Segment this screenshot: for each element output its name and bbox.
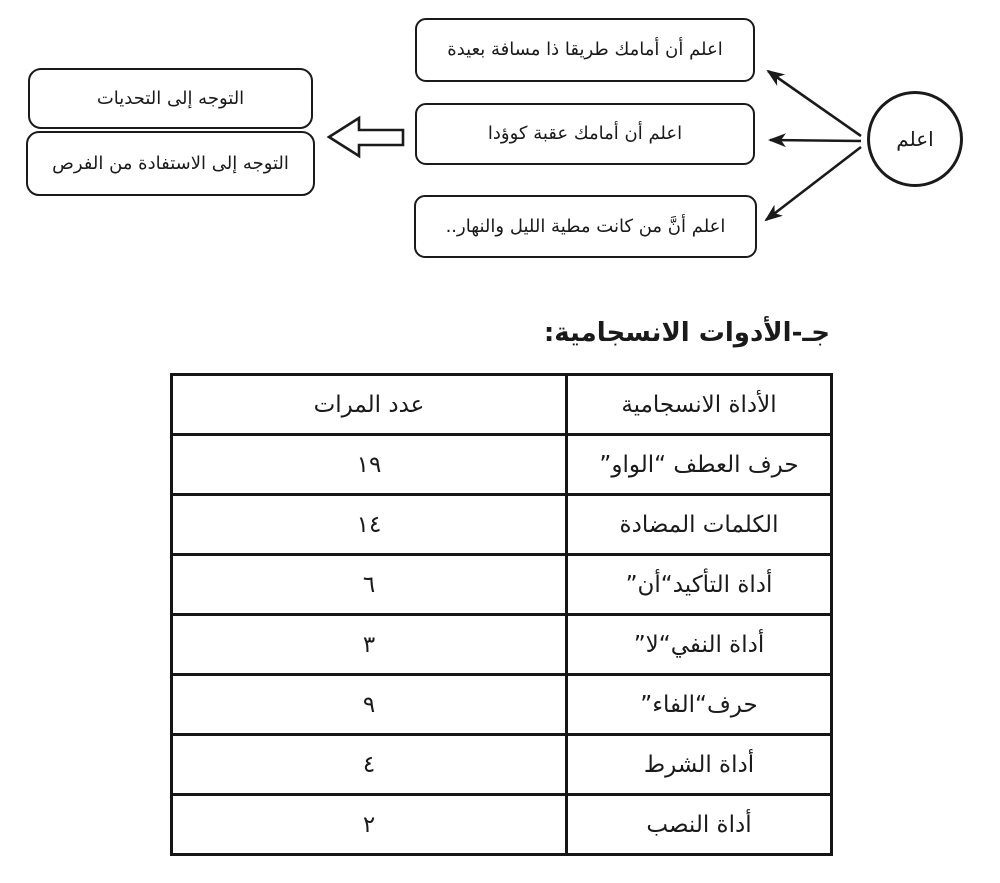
diagram-result-label-2: التوجه إلى الاستفادة من الفرص [52,152,289,174]
block-arrow-left-icon [329,118,403,156]
column-header-tool: الأداة الانسجامية [567,375,832,435]
diagram-result-label-1: التوجه إلى التحديات [96,87,245,109]
cell-count: ٦ [172,555,567,615]
table-row [172,615,832,675]
diagram-branch-box-3 [414,195,757,258]
table-header-row [172,375,832,435]
column-header-count: عدد المرات [172,375,567,435]
cell-count: ٢ [172,795,567,855]
cohesion-tools-table [170,373,833,856]
connector-root-to-branch-1 [768,71,861,136]
cell-tool: حرف العطف “الواو” [567,435,832,495]
diagram-result-box-1 [28,68,313,129]
cell-count: ٩ [172,675,567,735]
diagram-result-box-2 [26,131,315,196]
cell-tool: أداة الشرط [567,735,832,795]
cell-tool: الكلمات المضادة [567,495,832,555]
section-title: جـ-الأدوات الانسجامية: [543,318,830,348]
table-row [172,675,832,735]
table-row [172,495,832,555]
table-row [172,555,832,615]
cell-tool: أداة التأكيد“أن” [567,555,832,615]
cell-count: ٤ [172,735,567,795]
connector-root-to-branch-2 [770,140,861,141]
diagram-root-node [867,91,963,187]
cell-count: ١٤ [172,495,567,555]
diagram-branch-box-1 [415,18,755,82]
diagram-branch-label-2: اعلم أن أمامك عقبة كوؤدا [487,123,683,145]
connector-root-to-branch-3 [766,147,861,220]
cell-tool: أداة النفي“لا” [567,615,832,675]
diagram-branch-label-1: اعلم أن أمامك طريقا ذا مسافة بعيدة [447,39,723,61]
cell-tool: أداة النصب [567,795,832,855]
table-row [172,735,832,795]
diagram-branch-box-2 [415,103,755,165]
diagram-root-label: اعلم [896,127,934,151]
cell-count: ٣ [172,615,567,675]
cell-tool: حرف“الفاء” [567,675,832,735]
table-row [172,435,832,495]
table-row [172,795,832,855]
cell-count: ١٩ [172,435,567,495]
diagram-branch-label-3: اعلم أنَّ من كانت مطية الليل والنهار.. [445,215,726,237]
